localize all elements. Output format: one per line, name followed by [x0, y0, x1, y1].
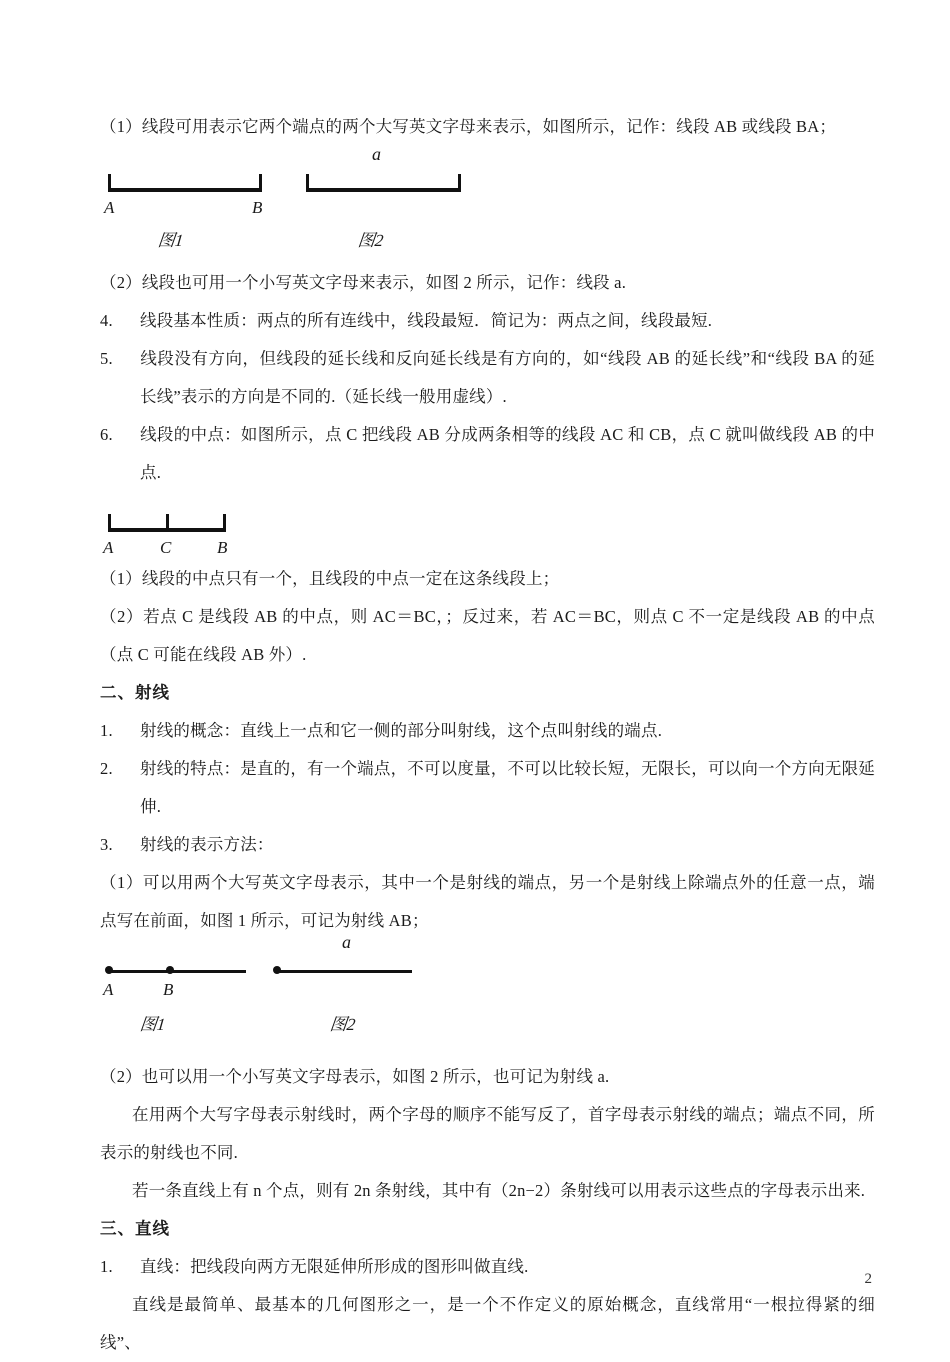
- list-number-ray-1: 1.: [100, 721, 113, 740]
- point-label-C: C: [160, 538, 172, 557]
- list-text-ray-1: 射线的概念：直线上一点和它一侧的部分叫射线，这个点叫射线的端点.: [140, 721, 663, 740]
- figure-caption-1: 图1: [156, 231, 185, 250]
- segment-tick-B: [223, 514, 226, 532]
- point-label-B: B: [252, 198, 263, 217]
- paragraph-ray-note-1: 在用两个大写字母表示射线时，两个字母的顺序不能写反了，首字母表示射线的端点；端点不同，所表示的射线也不同.: [100, 1105, 875, 1162]
- heading-line: 三、直线: [100, 1220, 170, 1238]
- list-number-ray-3: 3.: [100, 835, 113, 854]
- list-item-ray-3: [100, 826, 875, 864]
- ray-label-a: a: [342, 932, 351, 952]
- paragraph-line-note-1: 直线是最简单、最基本的几何图形之一，是一个不作定义的原始概念，直线常用“一根拉得紧的细线”、: [100, 1295, 875, 1352]
- list-text-ray-2: 射线的特点：是直的，有一个端点，不可以度量，不可以比较长短，无限长，可以向一个方向无限延伸.: [140, 759, 875, 816]
- figure-group-segments: [100, 146, 875, 264]
- ray-endpoint-dot-A: [105, 966, 113, 974]
- list-item-ray-1: [100, 712, 875, 750]
- paragraph-ray-representation-2: （2）也可以用一个小写英文字母表示，如图 2 所示，也可记为射线 a.: [100, 1067, 610, 1086]
- page-number: 2: [864, 1271, 872, 1287]
- ray-line: [276, 970, 412, 973]
- paragraph-midpoint-note-1: （1）线段的中点只有一个，且线段的中点一定在这条线段上；: [100, 569, 560, 588]
- list-number-line-1: 1.: [100, 1257, 113, 1276]
- ray-a-graphic: [268, 954, 568, 986]
- list-item-line-1: [100, 1248, 875, 1286]
- figure-caption-2: 图2: [328, 1015, 357, 1034]
- paragraph-segment-representation-2: （2）线段也可用一个小写英文字母来表示，如图 2 所示，记作：线段 a.: [100, 273, 627, 292]
- segment-tick-A: [108, 514, 111, 532]
- segment-a-graphic: [298, 152, 598, 198]
- segment-tick-right: [259, 174, 262, 192]
- segment-bar: [108, 188, 262, 192]
- figure-caption-2: 图2: [356, 231, 385, 250]
- segment-label-a: a: [372, 144, 381, 164]
- list-number-5: 5.: [100, 349, 113, 368]
- ray-endpoint-dot: [273, 966, 281, 974]
- figure-midpoint-graphic: [100, 496, 320, 560]
- heading-ray: 二、射线: [100, 684, 170, 702]
- segment-tick-left: [306, 174, 309, 192]
- figure-group-rays: [100, 932, 875, 1058]
- list-item-5: [100, 340, 875, 416]
- point-label-B: B: [163, 980, 174, 999]
- paragraph-ray-note-2: 若一条直线上有 n 个点，则有 2n 条射线，其中有（2n−2）条射线可以用表示这些点的字母表示出来.: [132, 1181, 866, 1200]
- list-number-6: 6.: [100, 425, 113, 444]
- paragraph-ray-representation-1: （1）可以用两个大写英文字母表示，其中一个是射线的端点，另一个是射线上除端点外的任意一点，端点写在前面，如图 1 所示，可记为射线 AB；: [100, 873, 875, 930]
- segment-bar: [306, 188, 461, 192]
- figure-segment-a: [298, 144, 598, 262]
- list-item-4: [100, 302, 875, 340]
- point-label-A: A: [104, 198, 115, 217]
- list-number-ray-2: 2.: [100, 759, 113, 778]
- segment-tick-C: [166, 514, 169, 532]
- figure-caption-1: 图1: [138, 1015, 167, 1034]
- list-text-4: 线段基本性质：两点的所有连线中，线段最短．简记为：两点之间，线段最短.: [140, 311, 713, 330]
- list-text-6: 线段的中点：如图所示，点 C 把线段 AB 分成两条相等的线段 AC 和 CB，点 C 就叫做线段 AB 的中点.: [140, 425, 875, 482]
- point-label-A: A: [103, 980, 114, 999]
- segment-tick-right: [458, 174, 461, 192]
- list-text-5: 线段没有方向，但线段的延长线和反向延长线是有方向的，如“线段 AB 的延长线”和“线段 BA 的延长线”表示的方向是不同的.（延长线一般用虚线）.: [140, 349, 875, 406]
- segment-tick-left: [108, 174, 111, 192]
- point-label-A: A: [103, 538, 114, 557]
- list-text-line-1: 直线：把线段向两方无限延伸所形成的图形叫做直线.: [140, 1257, 529, 1276]
- ray-point-dot-B: [166, 966, 174, 974]
- list-item-ray-2: [100, 750, 875, 826]
- point-label-B: B: [217, 538, 228, 557]
- paragraph-segment-representation-1: （1）线段可用表示它两个端点的两个大写英文字母来表示，如图所示，记作：线段 AB 或线段 BA；: [100, 117, 837, 136]
- list-text-ray-3: 射线的表示方法：: [140, 835, 274, 854]
- figure-midpoint: [100, 492, 875, 560]
- ray-line: [108, 970, 246, 973]
- figure-ray-a: [268, 932, 568, 1058]
- midpoint-segment-graphic: [100, 496, 320, 538]
- paragraph-midpoint-note-2: （2）若点 C 是线段 AB 的中点，则 AC＝BC，；反过来，若 AC＝BC，则点 C 不一定是线段 AB 的中点（点 C 可能在线段 AB 外）.: [100, 607, 875, 664]
- list-item-6: [100, 416, 875, 492]
- list-number-4: 4.: [100, 311, 113, 330]
